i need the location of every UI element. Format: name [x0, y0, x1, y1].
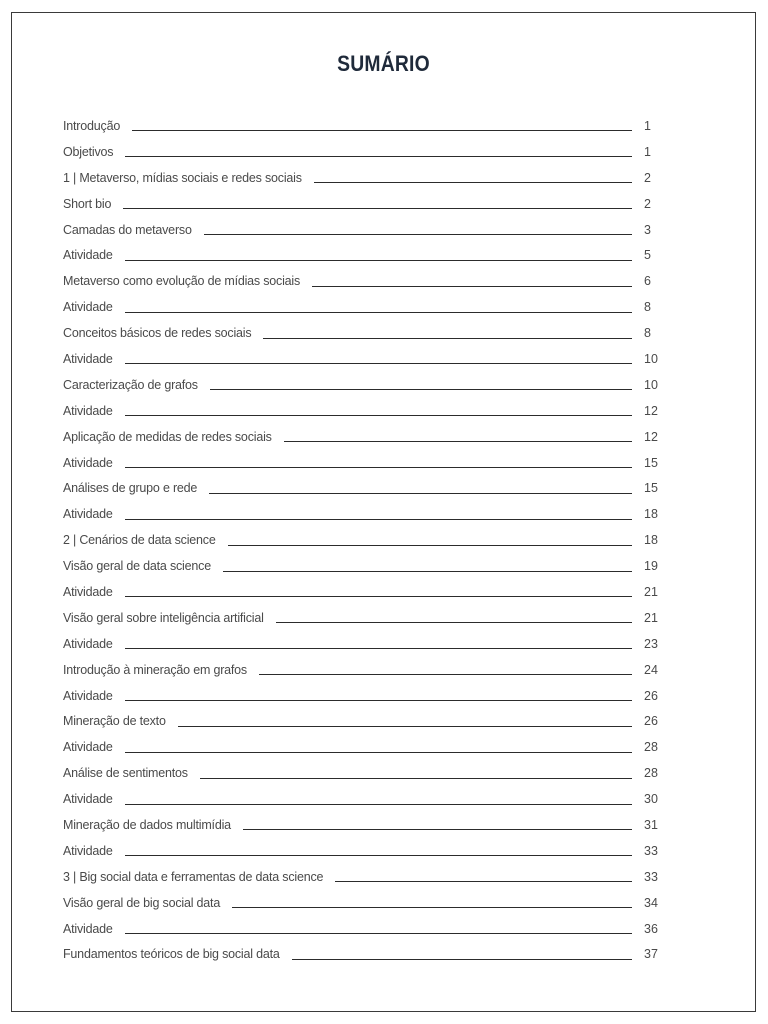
toc-leader-line [125, 804, 632, 805]
toc-leader-line [123, 208, 632, 209]
toc-leader-line [125, 312, 632, 313]
toc-entry-label: Atividade [63, 688, 113, 703]
toc-leader-line [125, 260, 632, 261]
toc-entry-label: Atividade [63, 792, 113, 807]
toc-entry-page-number: 8 [644, 300, 651, 315]
toc-entry[interactable] [63, 760, 668, 786]
toc-entry-page-number: 8 [644, 326, 651, 341]
toc-entry-page-number: 21 [644, 610, 658, 625]
toc-entry-label: Camadas do metaverso [63, 222, 192, 237]
toc-entry[interactable] [63, 683, 668, 709]
toc-entry-label: Introdução [63, 118, 121, 133]
toc-entry-page-number: 3 [644, 222, 651, 237]
toc-leader-line [335, 881, 632, 882]
toc-entry-page-number: 15 [644, 481, 658, 496]
toc-entry-page-number: 2 [644, 170, 651, 185]
toc-entry[interactable] [63, 812, 668, 838]
toc-leader-line [125, 933, 632, 934]
toc-entry-label: Conceitos básicos de redes sociais [63, 326, 252, 341]
toc-entry-label: Atividade [63, 455, 113, 470]
toc-entry-page-number: 1 [644, 118, 651, 133]
toc-entry-page-number: 31 [644, 817, 658, 832]
toc-leader-line [125, 519, 632, 520]
toc-entry-page-number: 18 [644, 507, 658, 522]
toc-entry[interactable] [63, 113, 668, 139]
toc-entry-page-number: 33 [644, 869, 658, 884]
toc-entry[interactable] [63, 424, 668, 450]
toc-entry[interactable] [63, 372, 668, 398]
toc-leader-line [132, 130, 632, 131]
toc-entry-label: Atividade [63, 300, 113, 315]
toc-leader-line [209, 493, 632, 494]
toc-entry-page-number: 23 [644, 636, 658, 651]
toc-entry-page-number: 12 [644, 429, 658, 444]
toc-leader-line [125, 648, 632, 649]
toc-leader-line [314, 182, 632, 183]
table-of-contents [63, 113, 668, 967]
toc-entry-page-number: 6 [644, 274, 651, 289]
toc-entry[interactable] [63, 346, 668, 372]
toc-entry-label: Análises de grupo e rede [63, 481, 198, 496]
toc-entry[interactable] [63, 553, 668, 579]
toc-entry[interactable] [63, 320, 668, 346]
toc-entry[interactable] [63, 657, 668, 683]
toc-entry-label: Atividade [63, 248, 113, 263]
toc-entry[interactable] [63, 268, 668, 294]
toc-entry-page-number: 15 [644, 455, 658, 470]
toc-leader-line [210, 389, 632, 390]
toc-entry-label: Fundamentos teóricos de big social data [63, 947, 280, 962]
toc-entry[interactable] [63, 916, 668, 942]
toc-entry-page-number: 24 [644, 662, 658, 677]
toc-entry[interactable] [63, 398, 668, 424]
toc-leader-line [125, 156, 632, 157]
toc-entry-page-number: 18 [644, 533, 658, 548]
toc-entry[interactable] [63, 838, 668, 864]
toc-entry[interactable] [63, 294, 668, 320]
toc-entry-page-number: 19 [644, 559, 658, 574]
toc-entry[interactable] [63, 217, 668, 243]
toc-entry-label: Metaverso como evolução de mídias sociais [63, 274, 301, 289]
toc-entry[interactable] [63, 708, 668, 734]
toc-entry-label: Atividade [63, 584, 113, 599]
toc-entry-page-number: 26 [644, 714, 658, 729]
toc-entry-page-number: 10 [644, 351, 658, 366]
toc-entry-label: Visão geral de data science [63, 559, 211, 574]
toc-entry-label: Atividade [63, 507, 113, 522]
toc-entry[interactable] [63, 942, 668, 968]
toc-leader-line [263, 338, 632, 339]
toc-entry-page-number: 5 [644, 248, 651, 263]
toc-entry-label: Análise de sentimentos [63, 766, 188, 781]
toc-entry-page-number: 30 [644, 792, 658, 807]
toc-entry-label: Aplicação de medidas de redes sociais [63, 429, 272, 444]
toc-entry[interactable] [63, 890, 668, 916]
toc-leader-line [125, 363, 632, 364]
toc-entry-label: Short bio [63, 196, 112, 211]
toc-entry[interactable] [63, 605, 668, 631]
toc-entry[interactable] [63, 139, 668, 165]
toc-entry-page-number: 12 [644, 403, 658, 418]
toc-entry-page-number: 26 [644, 688, 658, 703]
toc-entry-label: Atividade [63, 843, 113, 858]
toc-entry-label: Mineração de dados multimídia [63, 817, 231, 832]
toc-entry[interactable] [63, 631, 668, 657]
toc-entry-page-number: 28 [644, 740, 658, 755]
toc-leader-line [125, 415, 632, 416]
toc-entry-label: Visão geral de big social data [63, 895, 221, 910]
toc-entry[interactable] [63, 450, 668, 476]
toc-entry[interactable] [63, 501, 668, 527]
toc-entry[interactable] [63, 191, 668, 217]
toc-entry-label: 2 | Cenários de data science [63, 533, 216, 548]
toc-leader-line [284, 441, 632, 442]
toc-entry-label: Mineração de texto [63, 714, 166, 729]
toc-entry-page-number: 28 [644, 766, 658, 781]
toc-leader-line [223, 571, 632, 572]
toc-leader-line [232, 907, 632, 908]
toc-entry-label: 3 | Big social data e ferramentas de data science [63, 869, 324, 884]
toc-entry[interactable] [63, 165, 668, 191]
toc-entry-label: Introdução à mineração em grafos [63, 662, 247, 677]
toc-leader-line [125, 700, 632, 701]
toc-leader-line [125, 752, 632, 753]
toc-entry-page-number: 36 [644, 921, 658, 936]
toc-entry-label: 1 | Metaverso, mídias sociais e redes sociais [63, 170, 302, 185]
toc-leader-line [125, 596, 632, 597]
toc-leader-line [312, 286, 632, 287]
toc-entry-page-number: 21 [644, 584, 658, 599]
toc-entry[interactable] [63, 786, 668, 812]
toc-leader-line [204, 234, 632, 235]
toc-leader-line [178, 726, 632, 727]
toc-leader-line [259, 674, 632, 675]
toc-leader-line [292, 959, 632, 960]
toc-entry-label: Visão geral sobre inteligência artificial [63, 610, 264, 625]
toc-leader-line [200, 778, 632, 779]
toc-entry[interactable] [63, 475, 668, 501]
toc-entry-page-number: 37 [644, 947, 658, 962]
toc-entry-label: Atividade [63, 921, 113, 936]
toc-entry-page-number: 34 [644, 895, 658, 910]
toc-leader-line [243, 829, 632, 830]
toc-entry-page-number: 2 [644, 196, 651, 211]
toc-entry-label: Atividade [63, 351, 113, 366]
toc-entry-page-number: 10 [644, 377, 658, 392]
toc-leader-line [125, 855, 632, 856]
toc-entry[interactable] [63, 864, 668, 890]
toc-entry-label: Objetivos [63, 144, 114, 159]
toc-entry-page-number: 33 [644, 843, 658, 858]
toc-entry-label: Atividade [63, 636, 113, 651]
toc-entry[interactable] [63, 527, 668, 553]
toc-entry[interactable] [63, 734, 668, 760]
toc-entry-label: Atividade [63, 740, 113, 755]
toc-leader-line [276, 622, 632, 623]
page-title: SUMÁRIO [337, 51, 430, 76]
toc-entry-page-number: 1 [644, 144, 651, 159]
document-page [11, 12, 756, 1012]
toc-leader-line [228, 545, 632, 546]
toc-entry[interactable] [63, 579, 668, 605]
toc-entry[interactable] [63, 242, 668, 268]
toc-leader-line [125, 467, 632, 468]
toc-entry-label: Atividade [63, 403, 113, 418]
toc-entry-label: Caracterização de grafos [63, 377, 198, 392]
